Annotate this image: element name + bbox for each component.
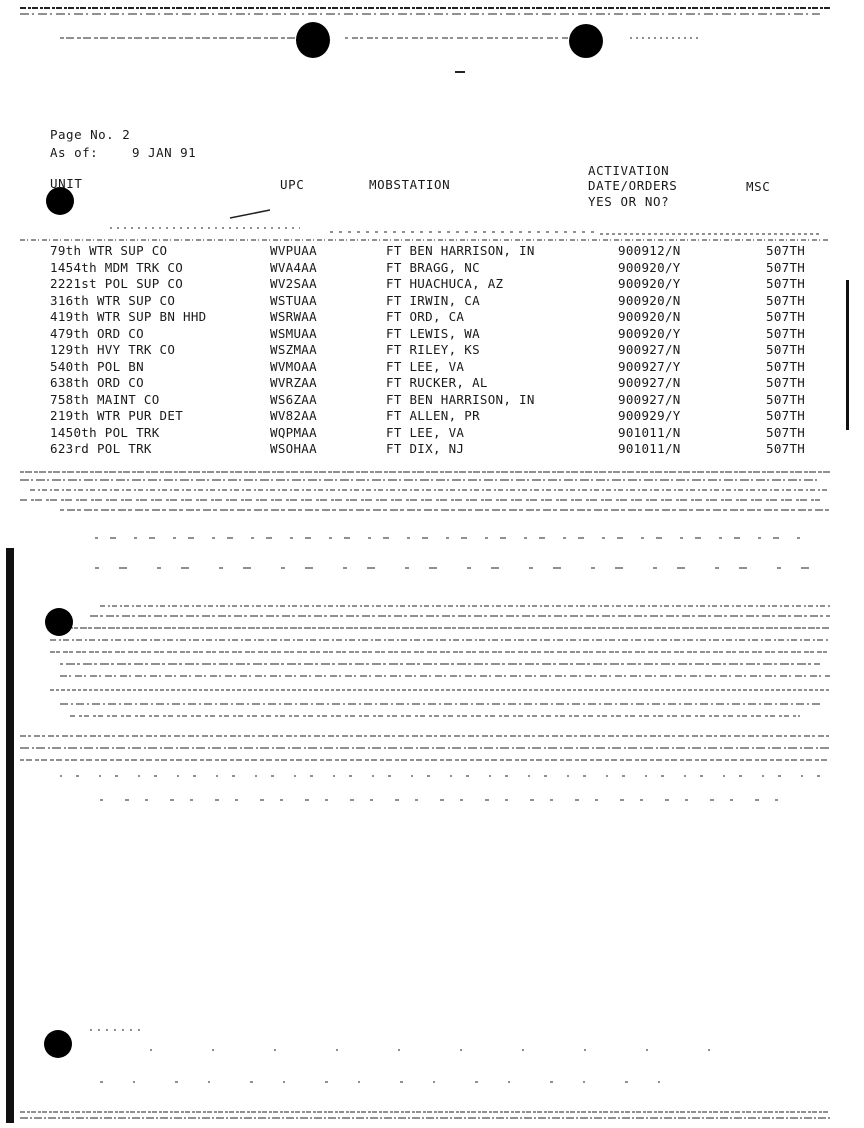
msc: 507TH <box>766 358 806 374</box>
unit-name: 1454th MDM TRK CO <box>50 259 184 275</box>
table-row <box>50 293 830 310</box>
mobstation: FT BEN HARRISON, IN <box>386 243 535 258</box>
upc-code: WSTUAA <box>270 292 317 308</box>
table-row <box>50 260 830 277</box>
activation: 900912/N <box>618 243 681 258</box>
table-row <box>50 441 830 458</box>
msc: 507TH <box>766 243 806 258</box>
mobstation: FT HUACHUCA, AZ <box>386 276 504 291</box>
header-activation-3: YES OR NO? <box>588 194 670 209</box>
upc-code: WVA4AA <box>270 259 317 275</box>
msc: 507TH <box>766 325 806 341</box>
header-activation-1: ACTIVATION <box>588 163 670 178</box>
table-row <box>50 326 830 343</box>
msc: 507TH <box>766 391 806 407</box>
activation: 900927/N <box>618 342 681 357</box>
upc-code: WS6ZAA <box>270 391 317 407</box>
scan-edge-bar <box>846 280 849 430</box>
upc-code: WSRWAA <box>270 309 317 324</box>
mobstation: FT LEE, VA <box>386 424 465 440</box>
page-number: Page No. 2 <box>50 127 131 142</box>
header-unit: UNIT <box>50 176 83 191</box>
unit-name: 129th HVY TRK CO <box>50 342 176 357</box>
msc: 507TH <box>766 259 806 275</box>
scan-edge-bar <box>6 548 14 1123</box>
table-row <box>50 392 830 409</box>
unit-name: 419th WTR SUP BN HHD <box>50 309 207 324</box>
as-of-date: 9 JAN 91 <box>132 145 197 160</box>
msc: 507TH <box>766 424 806 440</box>
punch-hole <box>569 24 603 58</box>
mobstation: FT RUCKER, AL <box>386 375 488 390</box>
mobstation: FT BEN HARRISON, IN <box>386 391 535 407</box>
header-mobstation: MOBSTATION <box>369 177 451 192</box>
unit-name: 479th ORD CO <box>50 325 144 341</box>
msc: 507TH <box>766 375 806 390</box>
activation: 900920/Y <box>618 259 681 275</box>
mobstation: FT LEE, VA <box>386 358 465 374</box>
activation: 900920/Y <box>618 276 681 291</box>
unit-name: 316th WTR SUP CO <box>50 292 176 308</box>
header-upc: UPC <box>280 177 305 192</box>
mobstation: FT ORD, CA <box>386 309 465 324</box>
punch-hole <box>46 187 74 215</box>
punch-hole <box>44 1030 72 1058</box>
activation: 901011/N <box>618 441 681 456</box>
msc: 507TH <box>766 408 806 423</box>
mobstation: FT IRWIN, CA <box>386 292 480 308</box>
activation: 900920/Y <box>618 325 681 341</box>
unit-name: 638th ORD CO <box>50 375 144 390</box>
mobstation: FT RILEY, KS <box>386 342 480 357</box>
unit-table <box>50 243 830 458</box>
table-row <box>50 359 830 376</box>
msc: 507TH <box>766 342 806 357</box>
upc-code: WQPMAA <box>270 424 317 440</box>
upc-code: WSZMAA <box>270 342 317 357</box>
msc: 507TH <box>766 292 806 308</box>
table-row <box>50 375 830 392</box>
table-row <box>50 243 830 260</box>
mobstation: FT ALLEN, PR <box>386 408 480 423</box>
unit-name: 79th WTR SUP CO <box>50 243 168 258</box>
upc-code: WSOHAA <box>270 441 317 456</box>
table-row <box>50 309 830 326</box>
activation: 900929/Y <box>618 408 681 423</box>
unit-name: 758th MAINT CO <box>50 391 160 407</box>
activation: 900927/N <box>618 391 681 407</box>
mobstation: FT DIX, NJ <box>386 441 465 456</box>
unit-name: 2221st POL SUP CO <box>50 276 184 291</box>
msc: 507TH <box>766 276 806 291</box>
activation: 900927/N <box>618 375 681 390</box>
activation: 900920/N <box>618 292 681 308</box>
punch-hole <box>45 608 73 636</box>
msc: 507TH <box>766 309 806 324</box>
unit-name: 1450th POL TRK <box>50 424 160 440</box>
upc-code: WV82AA <box>270 408 317 423</box>
table-row <box>50 408 830 425</box>
as-of-label: As of: <box>50 145 99 160</box>
activation: 900920/N <box>618 309 681 324</box>
activation: 901011/N <box>618 424 681 440</box>
unit-name: 540th POL BN <box>50 358 144 374</box>
mobstation: FT BRAGG, NC <box>386 259 480 275</box>
unit-name: 623rd POL TRK <box>50 441 152 456</box>
header-activation-2: DATE/ORDERS <box>588 178 678 193</box>
msc: 507TH <box>766 441 806 456</box>
table-row <box>50 276 830 293</box>
upc-code: WV2SAA <box>270 276 317 291</box>
unit-name: 219th WTR PUR DET <box>50 408 184 423</box>
upc-code: WVMOAA <box>270 358 317 374</box>
punch-hole <box>296 22 330 58</box>
header-msc: MSC <box>746 179 771 194</box>
mobstation: FT LEWIS, WA <box>386 325 480 341</box>
upc-code: WVPUAA <box>270 243 317 258</box>
table-row <box>50 342 830 359</box>
table-row <box>50 425 830 442</box>
upc-code: WVRZAA <box>270 375 317 390</box>
upc-code: WSMUAA <box>270 325 317 341</box>
activation: 900927/Y <box>618 358 681 374</box>
